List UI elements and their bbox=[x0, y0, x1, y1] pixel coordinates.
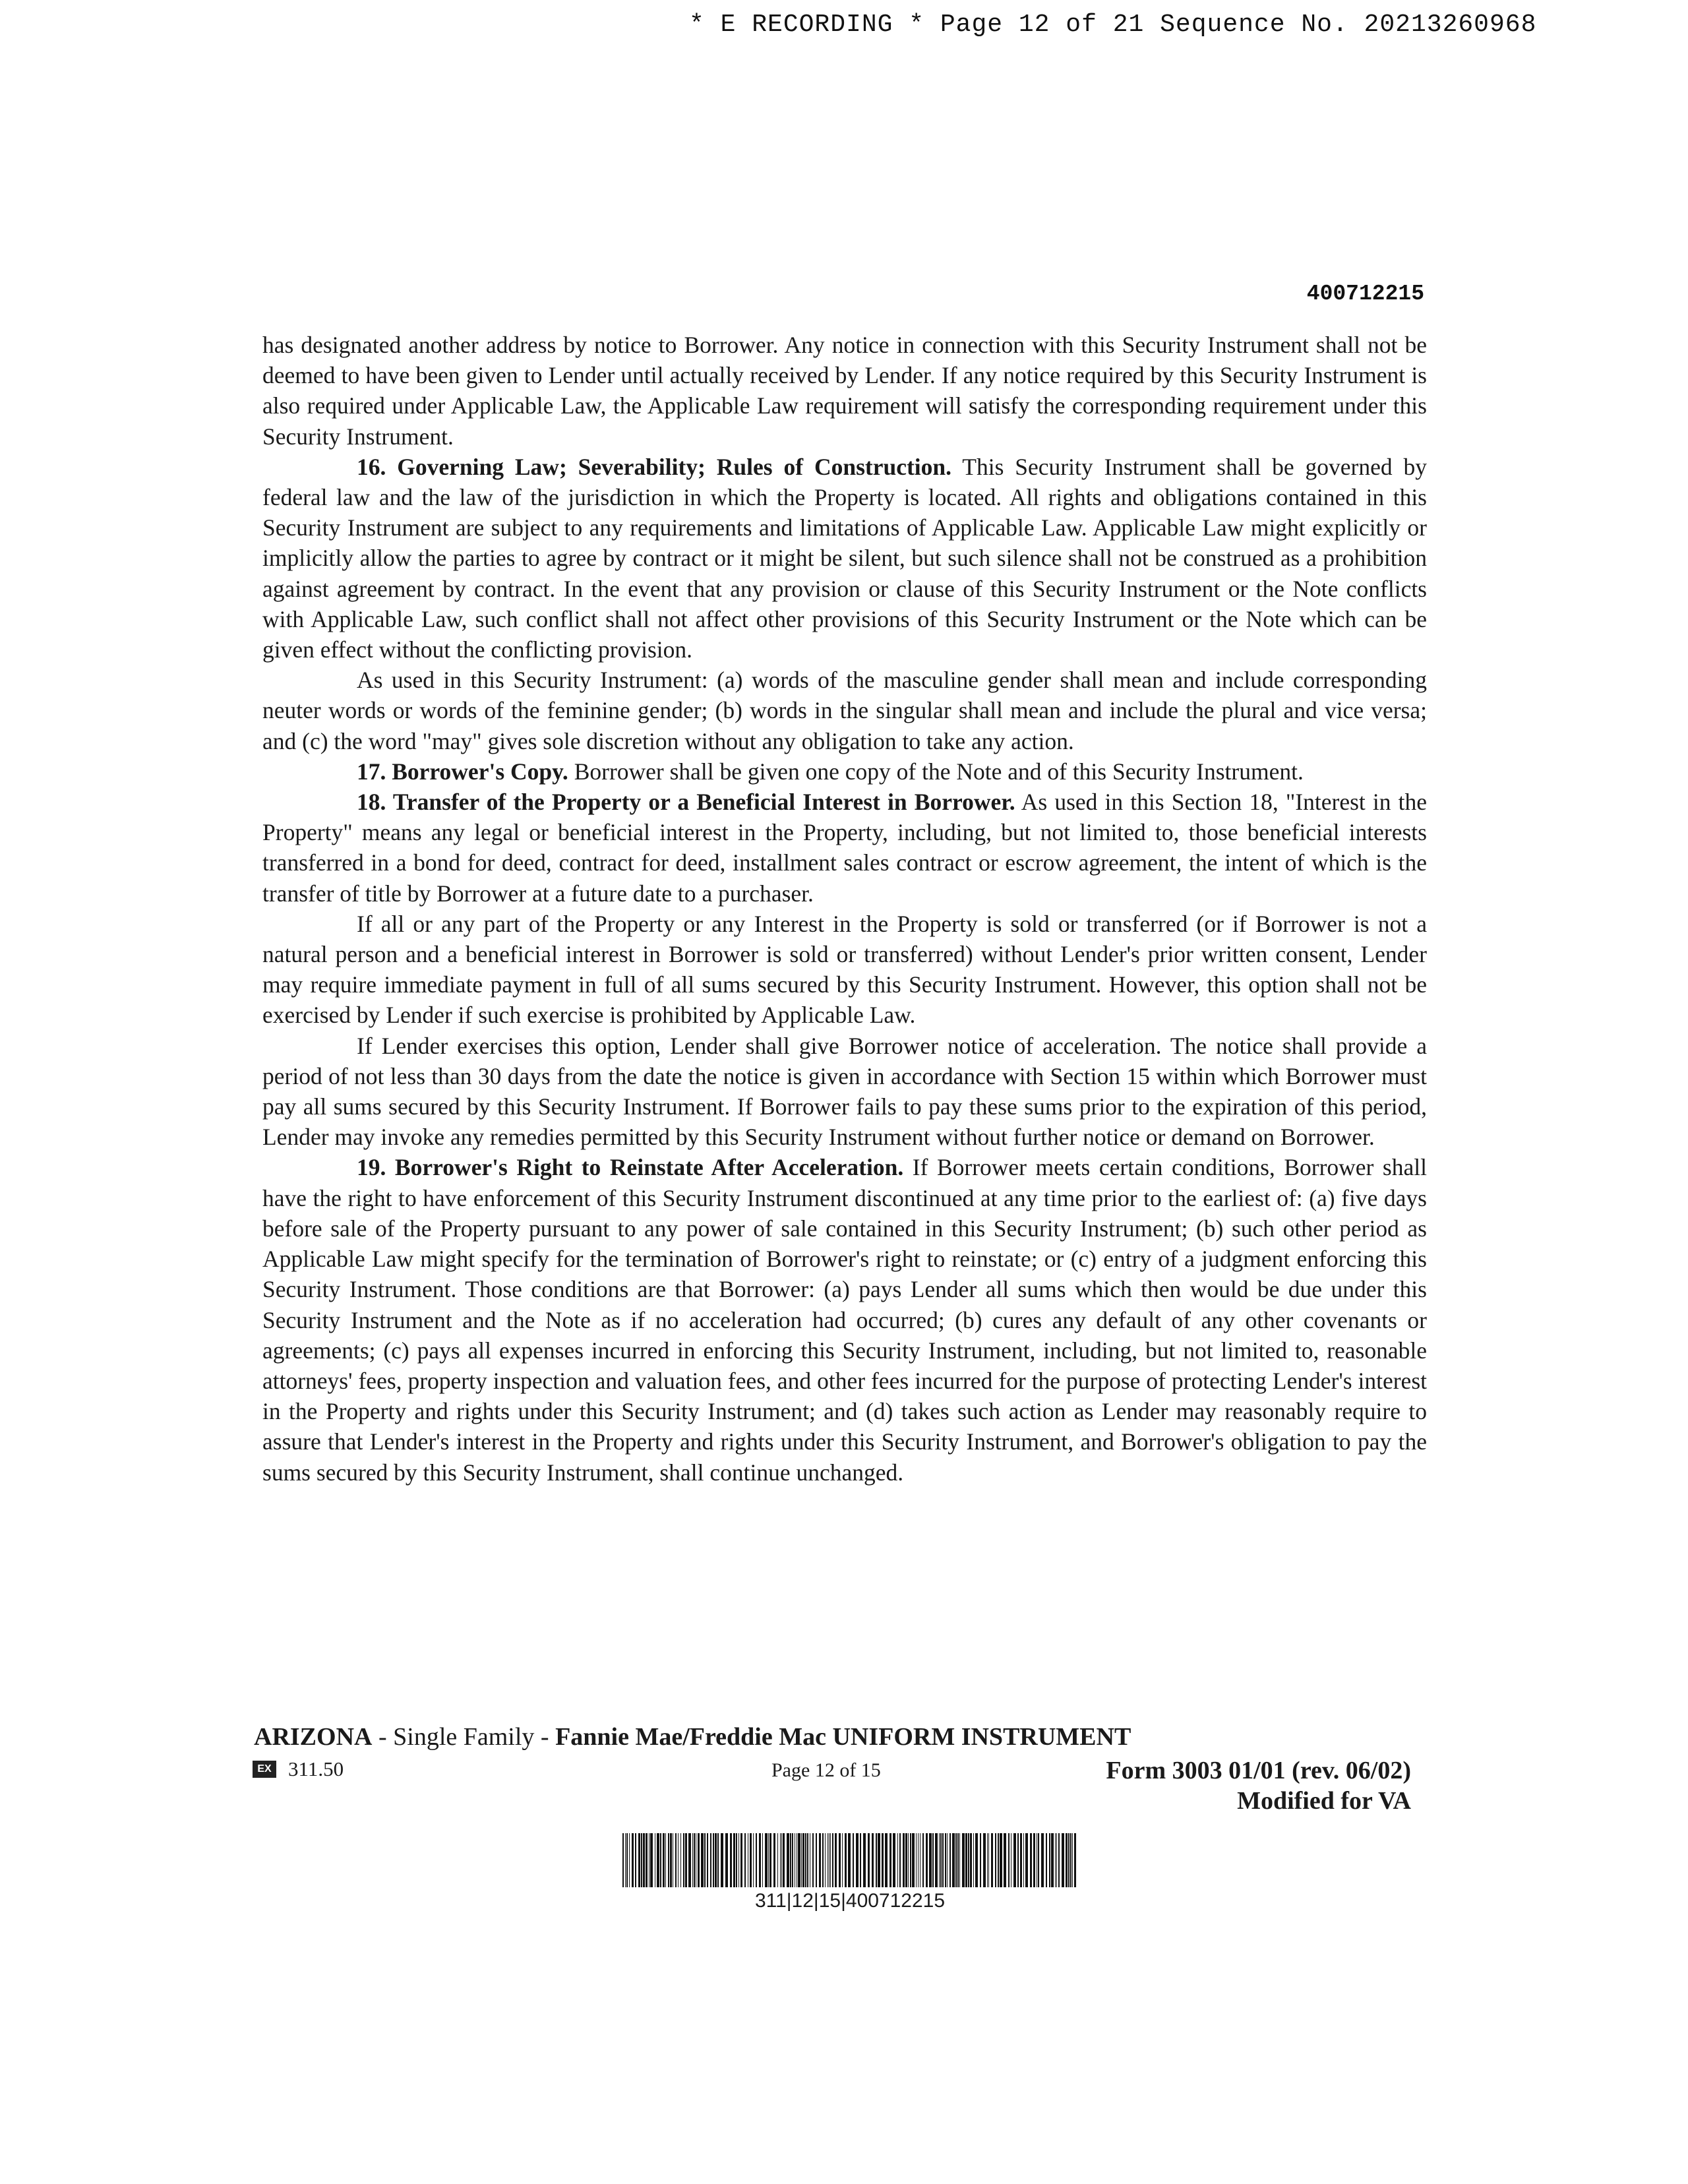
barcode-bar bbox=[942, 1833, 944, 1887]
barcode-bar bbox=[878, 1833, 880, 1887]
barcode-bar bbox=[980, 1833, 981, 1887]
barcode-bar bbox=[947, 1833, 948, 1887]
section-16 bbox=[262, 452, 1427, 665]
barcode-bar bbox=[680, 1833, 681, 1887]
section-16-text: This Security Instrument shall be governed by federal law and the law of the jurisdiction in which the Property is located. All rights and obligations contained in this Security Instrument are subject to any requirements and limitations of Applicable Law. Applicable Law might explicitly or implicitly allow the parties to agree by contract or it might be silent, but such silence shall not be construed as a prohibition against agreement by contract. In the event that any provision or clause of this Security Instrument or the Note conflicts with Applicable Law, such conflict shall not affect other provisions of this Security Instrument or the Note which can be given effect without the conflicting provision. bbox=[262, 453, 1427, 663]
barcode-bar bbox=[950, 1833, 951, 1887]
barcode-bar bbox=[665, 1833, 666, 1887]
barcode-bar bbox=[736, 1833, 737, 1887]
barcode-bar bbox=[780, 1833, 781, 1887]
section-18-paragraph-2: If all or any part of the Property or any Interest in the Property is sold or transferred (or if Borrower is not a natural person and a beneficial interest in Borrower is sold or transferred) without Lender's prior written consent, Lender may require immediate payment in full of all sums secured by this Security Instrument. However, this option shall not be exercised by Lender if such exercise is prohibited by Applicable Law. bbox=[262, 910, 1427, 1029]
barcode-bar bbox=[1046, 1833, 1047, 1887]
footer-instrument: Fannie Mae/Freddie Mac UNIFORM INSTRUMENT bbox=[555, 1723, 1131, 1751]
barcode-bar bbox=[975, 1833, 978, 1887]
barcode-bar bbox=[1023, 1833, 1024, 1887]
barcode-bar bbox=[721, 1833, 723, 1887]
form-code bbox=[253, 1757, 344, 1781]
barcode-bar bbox=[704, 1833, 706, 1887]
section-18-paragraph-3: If Lender exercises this option, Lender shall give Borrower notice of acceleration. The notice shall provide a period of not less than 30 days from the date the notice is given in accordance with Section 15 within which Borrower must pay all sums secured by this Security Instrument. If Borrower fails to pay these sums prior to the expiration of this period, Lender may invoke any remedies permitted by this Security Instrument without further notice or demand on Borrower. bbox=[262, 1032, 1427, 1151]
barcode-bar bbox=[1000, 1833, 1002, 1887]
barcode-bar bbox=[968, 1833, 969, 1887]
barcode-bar bbox=[832, 1833, 833, 1887]
barcode-bar bbox=[738, 1833, 739, 1887]
section-19-heading: 19. Borrower's Right to Reinstate After Acceleration. bbox=[357, 1154, 904, 1181]
barcode-bar bbox=[816, 1833, 817, 1887]
barcode-bar bbox=[965, 1833, 967, 1887]
ellie-mae-logo-icon: EX bbox=[253, 1761, 276, 1778]
barcode-bar bbox=[756, 1833, 757, 1887]
barcode-bar bbox=[940, 1833, 942, 1887]
barcode-bar bbox=[1049, 1833, 1050, 1887]
barcode-bar bbox=[935, 1833, 938, 1887]
barcode-bar bbox=[830, 1833, 831, 1887]
barcode-bar bbox=[1017, 1833, 1019, 1887]
loan-number: 400712215 bbox=[1306, 282, 1424, 306]
form-number: Form 3003 01/01 (rev. 06/02) bbox=[1106, 1757, 1411, 1784]
footer-family: Single Family bbox=[393, 1723, 535, 1751]
barcode-bar bbox=[822, 1833, 824, 1887]
barcode-bar bbox=[932, 1833, 934, 1887]
barcode-bar bbox=[801, 1833, 802, 1887]
paragraph-notice-continued: has designated another address by notice to Borrower. Any notice in connection with this Security Instrument shall not be deemed to have been given to Lender until actually received by Lender. If any notice required by this Security Instrument is also required under Applicable Law, the Applicable Law requirement will satisfy the corresponding requirement under this Security Instrument. bbox=[262, 332, 1427, 450]
barcode-bar bbox=[792, 1833, 793, 1887]
barcode-bar bbox=[701, 1833, 704, 1887]
barcode-bar bbox=[1033, 1833, 1035, 1887]
barcode-bar bbox=[765, 1833, 768, 1887]
barcode-bar bbox=[1013, 1833, 1016, 1887]
barcode-bar bbox=[641, 1833, 642, 1887]
barcode-bar bbox=[872, 1833, 874, 1887]
section-17 bbox=[262, 756, 1427, 787]
barcode-bar bbox=[987, 1833, 988, 1887]
barcode-bar bbox=[807, 1833, 808, 1887]
footer-title bbox=[254, 1722, 1131, 1751]
barcode-bar bbox=[882, 1833, 884, 1887]
barcode-bar bbox=[1074, 1833, 1076, 1887]
barcode-bar bbox=[991, 1833, 993, 1887]
barcode-bar bbox=[670, 1833, 672, 1887]
barcode-bar bbox=[629, 1833, 630, 1887]
barcode-bar bbox=[1041, 1833, 1044, 1887]
barcode-bar bbox=[1025, 1833, 1028, 1887]
barcode-bar bbox=[973, 1833, 974, 1887]
barcode-bar bbox=[781, 1833, 782, 1887]
barcode-bar bbox=[663, 1833, 665, 1887]
barcode-bar bbox=[945, 1833, 946, 1887]
barcode-bar bbox=[798, 1833, 800, 1887]
barcode-bar bbox=[668, 1833, 669, 1887]
barcode-bar bbox=[1008, 1833, 1010, 1887]
barcode-bar bbox=[903, 1833, 905, 1887]
barcode-bar bbox=[1020, 1833, 1022, 1887]
barcode-bar bbox=[660, 1833, 661, 1887]
barcode-bar bbox=[1070, 1833, 1071, 1887]
barcode-bar bbox=[762, 1833, 763, 1887]
barcode-bar bbox=[988, 1833, 989, 1887]
barcode-bar bbox=[916, 1833, 917, 1887]
barcode-bar bbox=[730, 1833, 732, 1887]
barcode-bar bbox=[893, 1833, 895, 1887]
barcode-bar bbox=[908, 1833, 909, 1887]
barcode-bar bbox=[842, 1833, 843, 1887]
barcode-bar bbox=[1051, 1833, 1054, 1887]
barcode-bar bbox=[768, 1833, 769, 1887]
barcode-bar bbox=[926, 1833, 928, 1887]
barcode-bar bbox=[1068, 1833, 1070, 1887]
barcode-bar bbox=[707, 1833, 708, 1887]
barcode-bar bbox=[625, 1833, 626, 1887]
recording-header: * E RECORDING * Page 12 of 21 Sequence No. 20213260968 bbox=[689, 11, 1537, 39]
barcode-bar bbox=[715, 1833, 717, 1887]
barcode-bar bbox=[650, 1833, 653, 1887]
barcode-bar bbox=[688, 1833, 691, 1887]
barcode-bar bbox=[876, 1833, 877, 1887]
barcode-bar bbox=[860, 1833, 861, 1887]
barcode-bar bbox=[1066, 1833, 1068, 1887]
barcode-bar bbox=[912, 1833, 915, 1887]
barcode-bar bbox=[750, 1833, 752, 1887]
barcode bbox=[622, 1833, 1077, 1887]
barcode-bar bbox=[962, 1833, 965, 1887]
barcode-bar bbox=[622, 1833, 624, 1887]
barcode-bar bbox=[957, 1833, 959, 1887]
form-number-block bbox=[1106, 1755, 1411, 1816]
section-18-text: As used in this Section 18, "Interest in the Property" means any legal or beneficial interest in the Property, including, but not limited to, those beneficial interests transferred in a bond for deed, contract for deed, installment sales contract or escrow agreement, the intent of which is the transfer of title by Borrower at a future date to a purchaser. bbox=[262, 789, 1427, 907]
barcode-bar bbox=[995, 1833, 996, 1887]
section-19-text: If Borrower meets certain conditions, Borrower shall have the right to have enforcement of this Security Instrument discontinued at any time prior to the earliest of: (a) five days before sale of the Property pursuant to any power of sale contained in this Security Instrument; (b) such other period as Applicable Law might specify for the termination of Borrower's right to reinstate; or (c) entry of a judgment enforcing this Security Instrument. Those conditions are that Borrower: (a) pays Lender all sums which then would be due under this Security Instrument and the Note as if no acceleration had occurred; (b) cures any default of any other covenants or agreements; (c) pays all expenses incurred in enforcing this Security Instrument, including, but not limited to, reasonable attorneys' fees, property inspection and valuation fees, and other fees incurred for the purpose of protecting Lender's interest in the Property and rights under this Security Instrument; and (d) takes such action as Lender may reasonably require to assure that Lender's interest in the Property and rights under this Security Instrument, and Borrower's obligation to pay the sums secured by this Security Instrument, shall continue unchanged. bbox=[262, 1154, 1427, 1486]
barcode-caption: 311|12|15|400712215 bbox=[754, 1890, 946, 1912]
barcode-bar bbox=[868, 1833, 870, 1887]
barcode-bar bbox=[685, 1833, 687, 1887]
barcode-bar bbox=[638, 1833, 640, 1887]
barcode-bar bbox=[733, 1833, 735, 1887]
barcode-bar bbox=[899, 1833, 901, 1887]
barcode-bar bbox=[805, 1833, 806, 1887]
barcode-bar bbox=[853, 1833, 854, 1887]
footer-separator: - bbox=[534, 1723, 556, 1751]
barcode-bar bbox=[1062, 1833, 1064, 1887]
barcode-bar bbox=[713, 1833, 714, 1887]
barcode-bar bbox=[918, 1833, 919, 1887]
barcode-bar bbox=[1038, 1833, 1039, 1887]
footer-state: ARIZONA bbox=[254, 1723, 373, 1751]
document-body bbox=[262, 330, 1427, 1488]
section-16-paragraph-2: As used in this Security Instrument: (a) words of the masculine gender shall mean and include corresponding neuter words or words of the feminine gender; (b) words in the singular shall mean and include the plural and vice versa; and (c) the word "may" gives sole discretion without any obligation to take any action. bbox=[262, 667, 1427, 754]
barcode-bar bbox=[787, 1833, 789, 1887]
section-19 bbox=[262, 1152, 1427, 1487]
barcode-bar bbox=[939, 1833, 940, 1887]
barcode-bar bbox=[783, 1833, 785, 1887]
barcode-bar bbox=[740, 1833, 742, 1887]
barcode-bar bbox=[955, 1833, 957, 1887]
barcode-bar bbox=[1030, 1833, 1032, 1887]
barcode-bar bbox=[635, 1833, 636, 1887]
barcode-bar bbox=[646, 1833, 648, 1887]
barcode-bar bbox=[845, 1833, 847, 1887]
barcode-bar bbox=[744, 1833, 746, 1887]
barcode-bar bbox=[643, 1833, 645, 1887]
barcode-bar bbox=[626, 1833, 628, 1887]
barcode-bar bbox=[922, 1833, 924, 1887]
section-18 bbox=[262, 787, 1427, 909]
barcode-bar bbox=[929, 1833, 932, 1887]
barcode-bar bbox=[657, 1833, 659, 1887]
barcode-bar bbox=[835, 1833, 837, 1887]
barcode-bar bbox=[773, 1833, 775, 1887]
barcode-bar bbox=[683, 1833, 684, 1887]
modified-for-va: Modified for VA bbox=[1237, 1787, 1411, 1815]
barcode-bar bbox=[825, 1833, 826, 1887]
section-18-heading: 18. Transfer of the Property or a Beneficial Interest in Borrower. bbox=[357, 789, 1015, 816]
section-17-text: Borrower shall be given one copy of the Note and of this Security Instrument. bbox=[568, 758, 1304, 785]
footer-separator: - bbox=[372, 1723, 394, 1751]
barcode-bar bbox=[897, 1833, 898, 1887]
barcode-bar bbox=[790, 1833, 791, 1887]
barcode-bar bbox=[698, 1833, 700, 1887]
barcode-bar bbox=[725, 1833, 728, 1887]
barcode-bar bbox=[1055, 1833, 1056, 1887]
barcode-bar bbox=[959, 1833, 960, 1887]
page-number: Page 12 of 15 bbox=[771, 1759, 881, 1781]
barcode-bar bbox=[717, 1833, 719, 1887]
barcode-bar bbox=[753, 1833, 754, 1887]
barcode-bar bbox=[863, 1833, 866, 1887]
barcode-bar bbox=[983, 1833, 986, 1887]
barcode-bar bbox=[905, 1833, 907, 1887]
barcode-bar bbox=[885, 1833, 888, 1887]
barcode-bar bbox=[970, 1833, 972, 1887]
barcode-bar bbox=[812, 1833, 814, 1887]
barcode-bar bbox=[675, 1833, 677, 1887]
barcode-bar bbox=[910, 1833, 911, 1887]
section-16-heading: 16. Governing Law; Severability; Rules of Construction. bbox=[357, 453, 952, 480]
barcode-bar bbox=[802, 1833, 804, 1887]
barcode-bar bbox=[819, 1833, 821, 1887]
barcode-bar bbox=[1058, 1833, 1060, 1887]
barcode-bar bbox=[692, 1833, 693, 1887]
barcode-bar bbox=[848, 1833, 851, 1887]
barcode-bar bbox=[777, 1833, 778, 1887]
barcode-bar bbox=[769, 1833, 771, 1887]
barcode-bar bbox=[839, 1833, 841, 1887]
barcode-bar bbox=[632, 1833, 634, 1887]
barcode-bar bbox=[1072, 1833, 1073, 1887]
barcode-bar bbox=[759, 1833, 761, 1887]
barcode-bar bbox=[998, 1833, 999, 1887]
barcode-bar bbox=[1004, 1833, 1006, 1887]
barcode-bar bbox=[889, 1833, 891, 1887]
barcode-bar bbox=[710, 1833, 711, 1887]
barcode-bar bbox=[1056, 1833, 1057, 1887]
barcode-bar bbox=[694, 1833, 695, 1887]
form-code-number: 311.50 bbox=[288, 1757, 344, 1780]
section-17-heading: 17. Borrower's Copy. bbox=[357, 758, 568, 785]
barcode-bar bbox=[952, 1833, 955, 1887]
barcode-bar bbox=[856, 1833, 859, 1887]
